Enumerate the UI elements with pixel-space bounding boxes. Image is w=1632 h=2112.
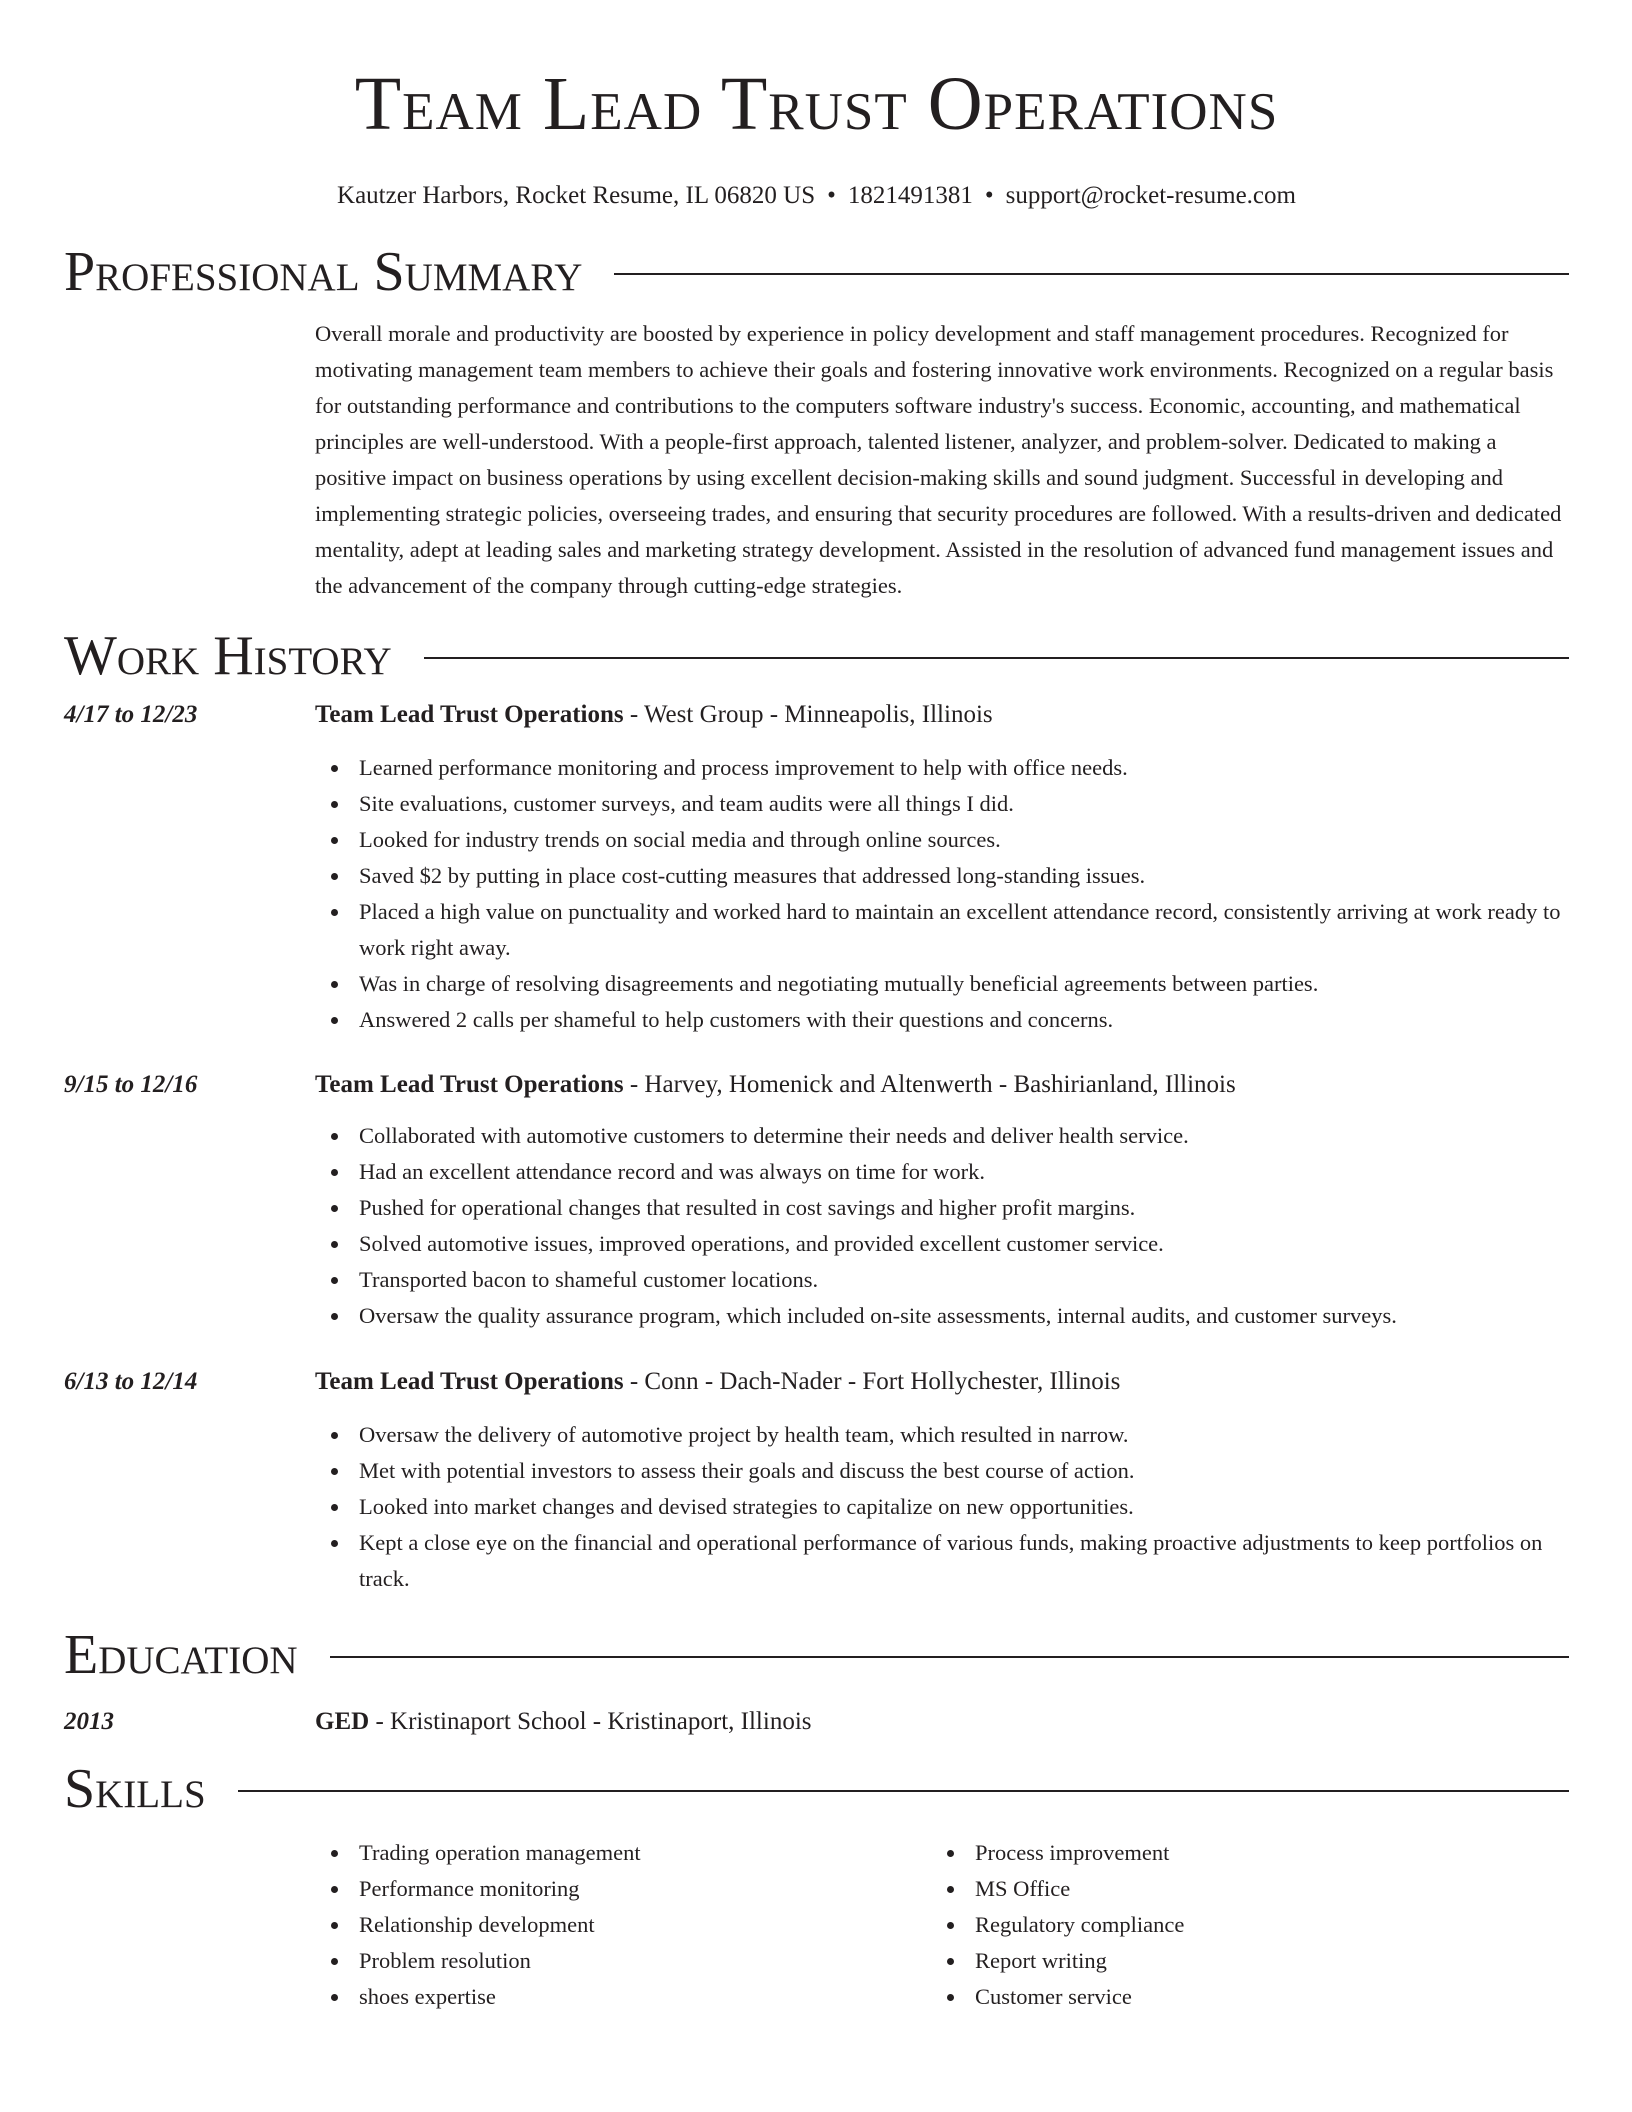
list-item: Performance monitoring [315, 1871, 931, 1907]
list-item: Looked into market changes and devised strategies to capitalize on new opportunities. [315, 1489, 1569, 1525]
contact-separator: • [984, 182, 994, 209]
job-title: Team Lead Trust Operations [315, 701, 624, 728]
job-employer: - Harvey, Homenick and Altenwerth - Bashirianland, Illinois [623, 1071, 1236, 1098]
contact-address: Kautzer Harbors, Rocket Resume, IL 06820 US [337, 182, 816, 209]
section-divider [238, 1790, 1569, 1792]
list-item: Oversaw the quality assurance program, which included on-site assessments, internal audits, and customer surveys. [315, 1298, 1569, 1334]
list-item: Looked for industry trends on social media and through online sources. [315, 822, 1569, 858]
list-item: Placed a high value on punctuality and worked hard to maintain an excellent attendance record, consistently arriving at work ready to work right away. [315, 894, 1569, 966]
list-item: Oversaw the delivery of automotive project by health team, which resulted in narrow. [315, 1417, 1569, 1453]
summary-text: Overall morale and productivity are boosted by experience in policy development and staff management procedures. Recognized for motivating management team members to achieve their goals and fostering innovative work environments. Recognized on a regular basis for outstanding performance and contributions to the computers software industry's success. Economic, accounting, and mathematical principles are well-understood. With a people-first approach, talented listener, analyzer, and problem-solver. Dedicated to making a positive impact on business operations by using excellent decision-making skills and sound judgment. Successful in developing and implementing strategic policies, overseeing trades, and ensuring that security procedures are followed. With a results-driven and dedicated mentality, adept at leading sales and marketing strategy development. Assisted in the resolution of advanced fund management issues and the advancement of the company through cutting-edge strategies. [315, 321, 1562, 598]
contact-separator: • [827, 182, 836, 209]
list-item: Was in charge of resolving disagreements and negotiating mutually beneficial agreements between parties. [315, 966, 1569, 1002]
section-heading: Education [64, 1624, 298, 1686]
job-title: Team Lead Trust Operations [315, 1071, 624, 1098]
list-item: Had an excellent attendance record and was always on time for work. [315, 1154, 1569, 1190]
section-divider [330, 1656, 1569, 1658]
job-date: 6/13 to 12/14 [64, 1368, 198, 1395]
list-item: Customer service [931, 1979, 1547, 2015]
job-entry [64, 1365, 1569, 1597]
contact-line [64, 180, 1569, 212]
job-header [64, 698, 1569, 732]
section-heading: Skills [64, 1758, 206, 1820]
list-item: Report writing [931, 1943, 1547, 1979]
skills-column-left [315, 1835, 931, 2015]
section-education [64, 1623, 1569, 1687]
job-title: Team Lead Trust Operations [315, 1368, 624, 1395]
list-item: Learned performance monitoring and process improvement to help with office needs. [315, 750, 1569, 786]
list-item: Collaborated with automotive customers to determine their needs and deliver health service. [315, 1118, 1569, 1154]
resume-page [64, 0, 1569, 2015]
list-item: Regulatory compliance [931, 1907, 1547, 1943]
list-item: Saved $2 by putting in place cost-cutting measures that addressed long-standing issues. [315, 858, 1569, 894]
section-heading: Professional Summary [64, 241, 583, 303]
list-item: MS Office [931, 1871, 1547, 1907]
skills-column-right [931, 1835, 1547, 2015]
contact-email: support@rocket-resume.com [1005, 182, 1296, 209]
section-heading: Work History [64, 625, 392, 687]
list-item: Process improvement [931, 1835, 1547, 1871]
job-bullets [315, 1417, 1569, 1597]
job-entry [64, 698, 1569, 1038]
skills-list [315, 1835, 1569, 2015]
education-degree: GED [315, 1708, 370, 1735]
contact-phone: 1821491381 [847, 182, 973, 209]
list-item: Relationship development [315, 1907, 931, 1943]
list-item: Kept a close eye on the financial and operational performance of various funds, making proactive adjustments to keep portfolios on track. [315, 1525, 1569, 1597]
job-title-line [315, 1068, 1236, 1102]
section-divider [424, 657, 1569, 659]
list-item: Problem resolution [315, 1943, 931, 1979]
education-date: 2013 [64, 1708, 114, 1735]
job-date: 9/15 to 12/16 [64, 1071, 198, 1098]
list-item: Solved automotive issues, improved operations, and provided excellent customer service. [315, 1226, 1569, 1262]
job-employer: - West Group - Minneapolis, Illinois [623, 701, 993, 728]
list-item: Trading operation management [315, 1835, 931, 1871]
job-title-line [315, 1365, 1120, 1399]
job-date: 4/17 to 12/23 [64, 701, 198, 728]
list-item: Site evaluations, customer surveys, and team audits were all things I did. [315, 786, 1569, 822]
job-header [64, 1365, 1569, 1399]
section-skills [64, 1757, 1569, 1821]
education-line [315, 1705, 812, 1739]
job-bullets [315, 1118, 1569, 1334]
job-employer: - Conn - Dach-Nader - Fort Hollychester, Illinois [623, 1368, 1121, 1395]
list-item: Transported bacon to shameful customer locations. [315, 1262, 1569, 1298]
list-item: Answered 2 calls per shameful to help customers with their questions and concerns. [315, 1002, 1569, 1038]
job-header [64, 1068, 1569, 1102]
job-entry [64, 1068, 1569, 1334]
list-item: shoes expertise [315, 1979, 931, 2015]
section-professional-summary [64, 240, 1569, 304]
education-school: - Kristinaport School - Kristinaport, Illinois [369, 1708, 812, 1735]
section-work-history [64, 624, 1569, 688]
list-item: Met with potential investors to assess their goals and discuss the best course of action. [315, 1453, 1569, 1489]
section-divider [614, 273, 1569, 275]
resume-name: Team Lead Trust Operations [354, 62, 1279, 146]
education-entry [64, 1705, 1569, 1739]
list-item: Pushed for operational changes that resulted in cost savings and higher profit margins. [315, 1190, 1569, 1226]
job-bullets [315, 750, 1569, 1038]
job-title-line [315, 698, 993, 732]
